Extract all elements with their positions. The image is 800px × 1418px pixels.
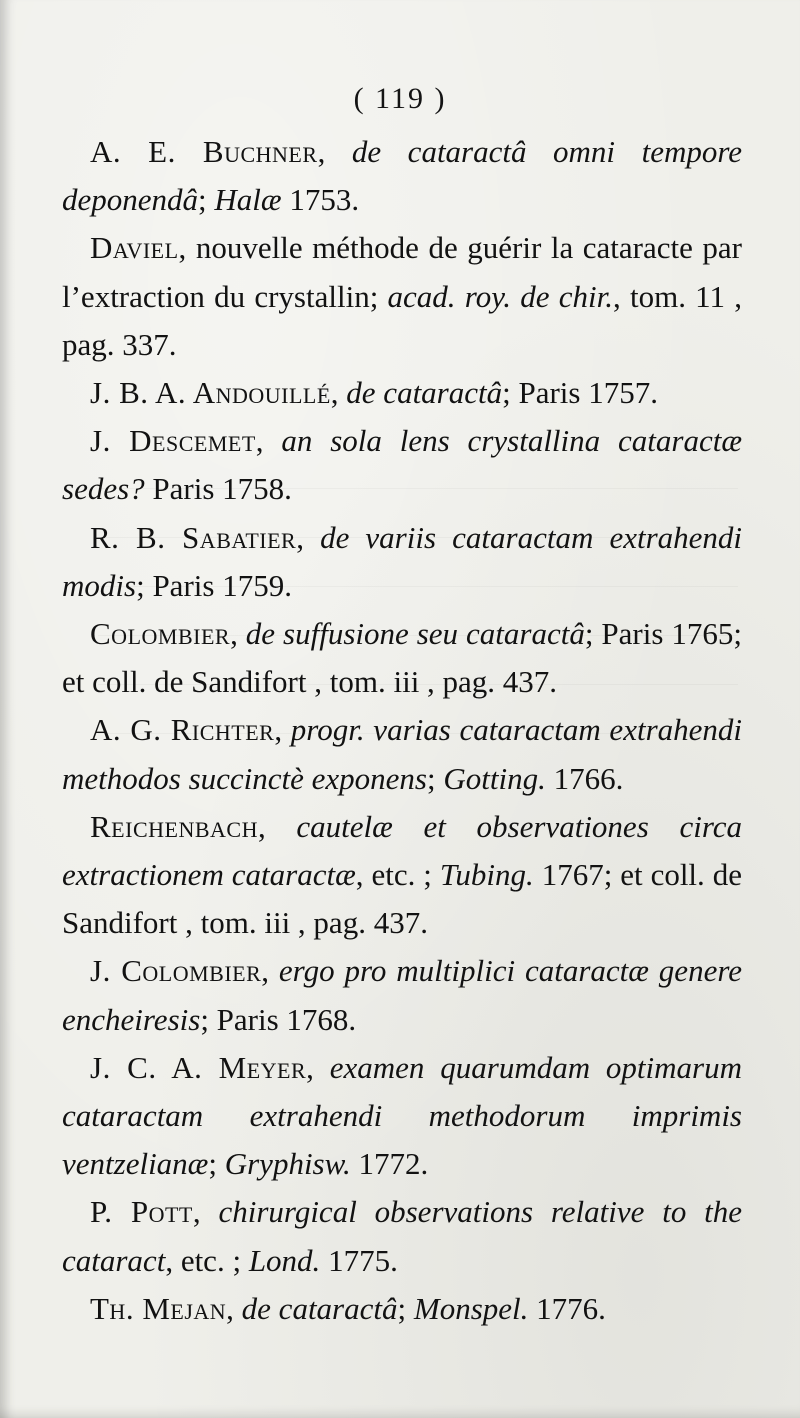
entry-place: Halæ — [214, 182, 282, 218]
page-number: ( 119 ) — [353, 82, 447, 115]
entry-year: 1767; et coll. de Sandifort , tom. iii , pag. 437. — [62, 857, 743, 941]
entry-author: A. E. Buchner — [90, 134, 318, 169]
entry-separator: , — [178, 230, 196, 266]
entry-separator: , — [317, 134, 352, 169]
entry-rest: ; — [369, 278, 388, 314]
entry-title: de suffusione seu cataractâ — [245, 616, 585, 652]
entry-rest: ; — [208, 1146, 225, 1182]
bibliography-entry — [62, 514, 742, 610]
bibliography-entry — [62, 610, 742, 706]
entry-separator: , — [306, 1049, 330, 1085]
entry-separator: , — [330, 375, 347, 411]
entry-title: ergo pro multiplici cataractæ genere encheiresis — [62, 953, 743, 1037]
entry-separator: , — [226, 1290, 242, 1326]
entry-year: 1772. — [350, 1146, 429, 1182]
entry-rest: , etc. ; — [165, 1242, 249, 1278]
entry-place: acad. roy. de chir. — [387, 278, 613, 314]
entry-rest: ; Paris 1759. — [136, 567, 292, 603]
entry-rest: ; — [427, 760, 444, 796]
entry-year: , tom. 11 , pag. 337. — [62, 278, 743, 362]
entry-rest: ; Paris 1765; et coll. de Sandifort , tom. iii , pag. 437. — [62, 616, 742, 700]
entry-author: J. C. A. Meyer — [90, 1049, 307, 1085]
entry-author: P. Pott — [90, 1194, 193, 1230]
entry-title: examen quarumdam optimarum cataractam extrahendi methodorum imprimis ventzelianæ — [62, 1049, 742, 1182]
bibliography-entry — [62, 128, 742, 224]
entry-place: Tubing. — [439, 857, 534, 893]
entry-separator: , — [261, 953, 279, 989]
entry-author: J. B. A. Andouillé — [90, 375, 331, 411]
entry-year: 1766. — [545, 760, 624, 796]
entry-year: 1753. — [281, 182, 360, 218]
entry-rest: ; — [198, 182, 215, 218]
entry-author: R. B. Sabatier — [90, 519, 297, 555]
bibliography-entry — [62, 369, 742, 417]
bibliography-entry — [62, 417, 742, 513]
bibliography-entry — [62, 1285, 742, 1333]
entry-place: Lond. — [248, 1242, 321, 1278]
entry-rest: , etc. ; — [355, 857, 440, 893]
entry-rest: ; Paris 1768. — [200, 1001, 357, 1037]
entry-title: nouvelle méthode de guérir la cataracte par l’extraction du crystallin — [62, 230, 743, 314]
entry-place: Gotting. — [443, 760, 546, 796]
entry-author: Daviel — [90, 230, 179, 266]
entry-title: de cataractâ — [346, 375, 503, 411]
entry-separator: , — [257, 808, 297, 844]
bibliography-list — [62, 128, 742, 1333]
entry-separator: , — [255, 423, 282, 459]
bibliography-entry — [62, 803, 742, 948]
entry-rest: ; Paris 1757. — [502, 375, 658, 411]
bibliography-entry — [62, 1188, 742, 1284]
entry-title: chirurgical observations relative to the cataract — [62, 1194, 743, 1278]
entry-author: J. Colombier — [90, 953, 262, 989]
entry-separator: , — [230, 616, 246, 652]
entry-author: Reichenbach — [90, 808, 258, 844]
entry-rest: Paris 1758. — [144, 471, 292, 507]
bibliography-entry — [62, 1044, 742, 1189]
entry-separator: , — [274, 712, 291, 748]
entry-rest: ; — [397, 1290, 414, 1326]
entry-title: de cataractâ omni tempore deponendâ — [62, 134, 743, 218]
entry-separator: , — [296, 519, 321, 555]
entry-author: J. Descemet — [90, 423, 256, 459]
entry-title: progr. varias cataractam extrahendi methodos succinctè exponens — [62, 712, 742, 796]
entry-year: 1776. — [528, 1290, 606, 1326]
entry-place: Monspel. — [413, 1290, 529, 1326]
entry-title: cautelæ et observationes circa extractionem cataractæ — [62, 808, 742, 893]
entry-title: de variis cataractam extrahendi modis — [62, 519, 743, 603]
entry-title: de cataractâ — [241, 1290, 398, 1326]
entry-separator: , — [192, 1194, 219, 1230]
entry-place: Gryphisw. — [224, 1146, 351, 1182]
bibliography-entry — [62, 706, 742, 802]
entry-title: an sola lens crystallina cataractæ sedes? — [62, 423, 742, 507]
entry-year: 1775. — [320, 1242, 398, 1278]
entry-author: Colombier — [90, 616, 231, 652]
entry-author: A. G. Richter — [90, 712, 275, 748]
entry-author: Th. Mejan — [90, 1290, 227, 1326]
bibliography-entry — [62, 224, 742, 369]
bibliography-entry — [62, 947, 742, 1043]
